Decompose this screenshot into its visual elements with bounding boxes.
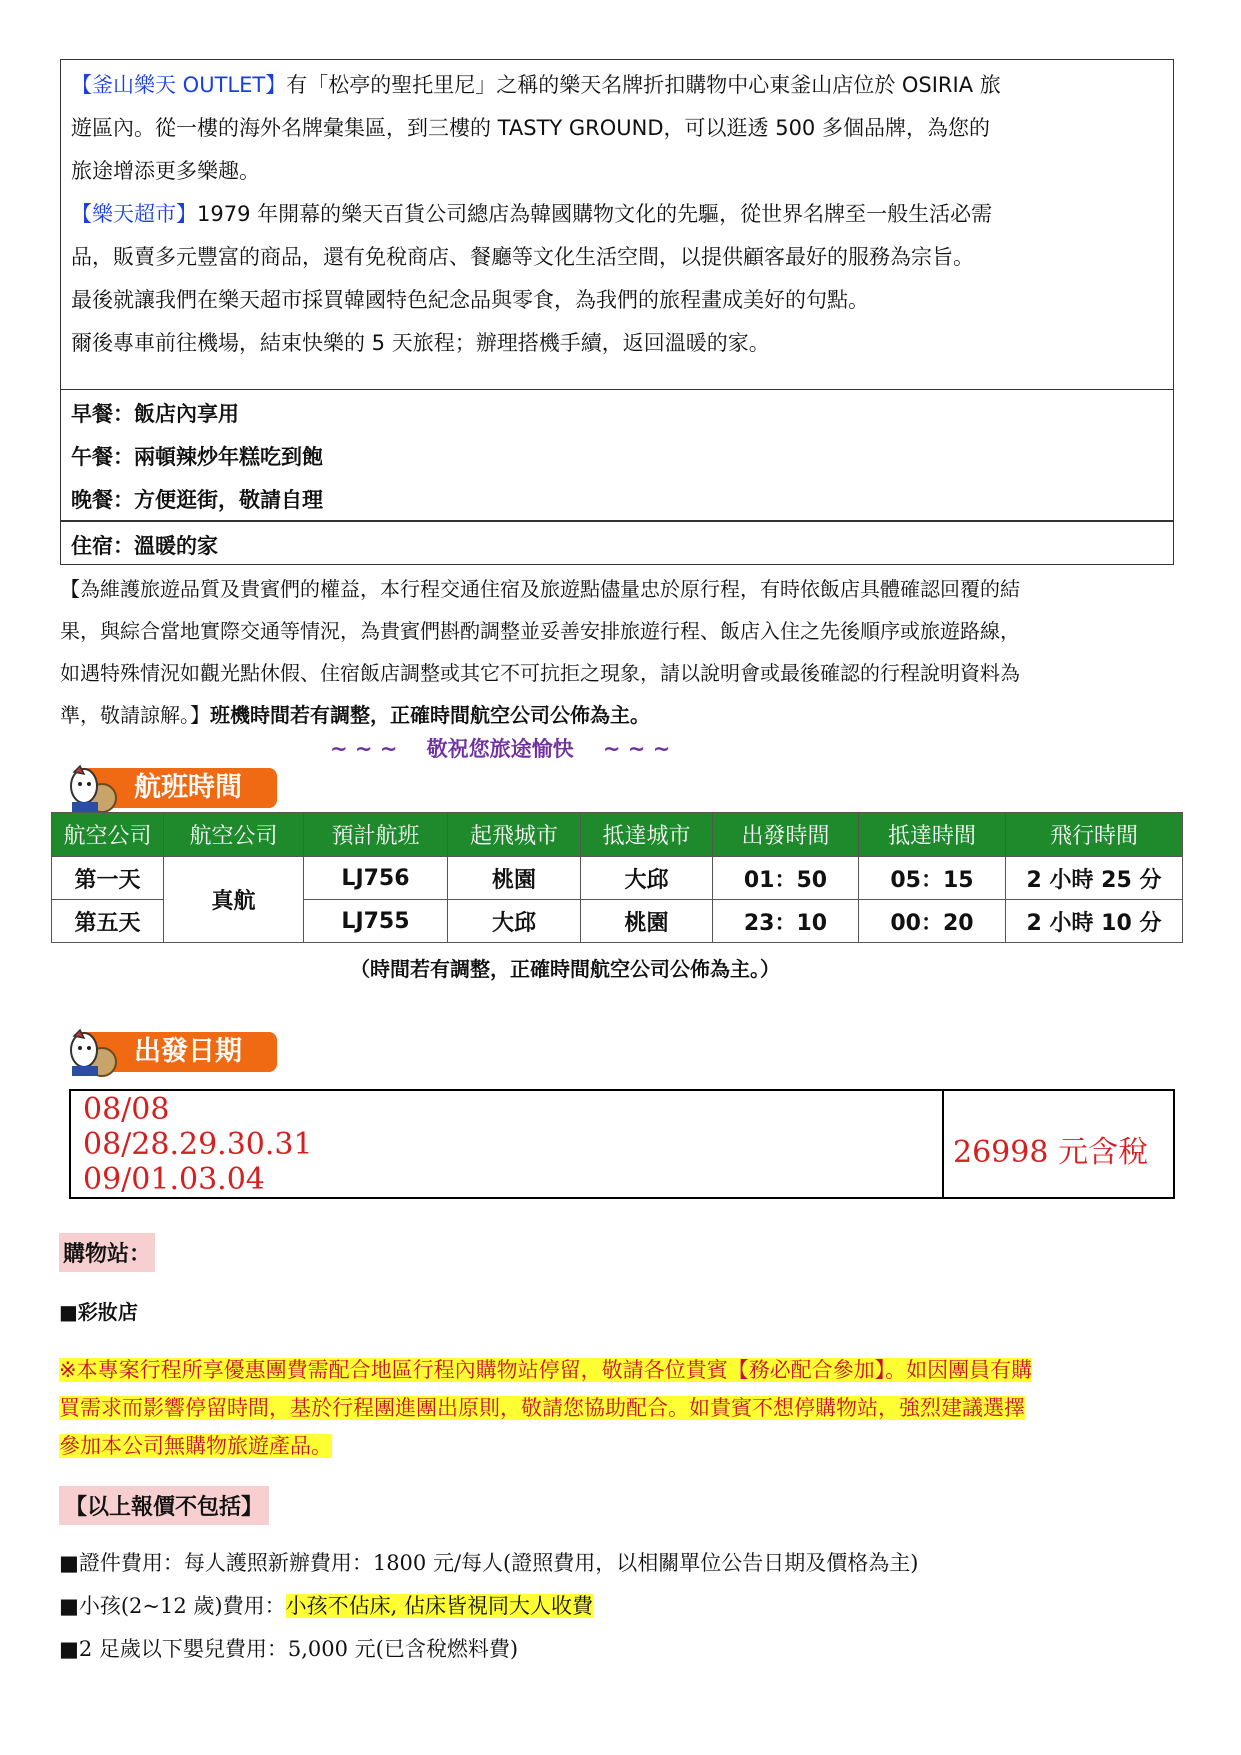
flight-table-header [52,813,1183,857]
dinner: 晚餐：方便逛街，敬請自理 [71,488,323,512]
busan-title: 【釜山樂天 OUTLET】 [71,73,287,97]
departure-date: 08/08 [83,1092,170,1127]
lunch: 午餐：兩頓辣炒年糕吃到飽 [71,445,323,469]
duration-cell: 2 小時 10 分 [1006,900,1183,943]
to-cell: 桃園 [581,900,713,943]
day-cell: 第一天 [52,857,164,900]
wish-text: ~ ~ ~ 敬祝您旅途愉快 ~ ~ ~ [330,737,671,761]
child-highlight: 小孩不佔床, 佔床皆視同大人收費 [285,1594,593,1618]
mart-line-3: 最後就讓我們在樂天超市採買韓國特色紀念品與零食，為我們的旅程畫成美好的句點。 [71,288,869,312]
flight-table [51,812,1183,943]
shopping-item: ■彩妝店 [59,1300,138,1324]
to-cell: 大邱 [581,857,713,900]
shopping-note-line-1: ※本專案行程所享優惠團費需配合地區行程內購物站停留，敬請各位貴賓【務必配合參加】。如因團員有購 [59,1358,1033,1382]
mart-line-2: 品，販賣多元豐富的商品，還有免稅商店、餐廳等文化生活空間，以提供顧客最好的服務為宗旨。 [71,245,974,269]
hotel: 住宿：溫暖的家 [71,534,218,558]
notice-bold: 班機時間若有調整，正確時間航空公司公佈為主。 [210,703,650,727]
mart-line-1: 【樂天超市】1979 年開幕的樂天百貨公司總店為韓國購物文化的先驅，從世界名牌至一般生活必需 [71,202,993,226]
departure-dates [71,1091,944,1197]
departure-price: 26998 元含稅 [953,1135,1148,1170]
col-header: 航空公司 [164,813,304,857]
hotel-box [60,521,1174,565]
exclusions-label: 【以上報價不包括】 [59,1486,269,1525]
exclusion-infant: ■2 足歲以下嬰兒費用：5,000 元(已含稅燃料費) [59,1637,519,1661]
meals-box [60,390,1174,521]
col-header: 抵達時間 [859,813,1006,857]
busan-line-3: 旅途增添更多樂趣。 [71,159,260,183]
col-header: 抵達城市 [581,813,713,857]
shopping-note-line-3: 參加本公司無購物旅遊產品。 [59,1434,332,1458]
departure-date: 09/01.03.04 [83,1162,265,1197]
arr-cell: 00：20 [859,900,1006,943]
flight-section-title: 航班時間 [82,768,277,808]
flight-cell: LJ756 [304,857,448,900]
notice-line-1: 【為維護旅遊品質及貴賓們的權益，本行程交通住宿及旅遊點儘量忠於原行程，有時依飯店具體確認回覆的結 [60,577,1020,601]
flight-note: （時間若有調整，正確時間航空公司公佈為主。） [350,957,780,981]
col-header: 飛行時間 [1006,813,1183,857]
arr-cell: 05：15 [859,857,1006,900]
table-row [52,857,1183,900]
notice-line-4: 準，敬請諒解。】班機時間若有調整，正確時間航空公司公佈為主。 [60,703,650,727]
mart-title: 【樂天超市】 [71,202,197,226]
flight-section-badge [62,764,292,814]
departure-section-title: 出發日期 [82,1032,277,1072]
dep-cell: 01：50 [713,857,859,900]
busan-line-2: 遊區內。從一樓的海外名牌彙集區，到三樓的 TASTY GROUND，可以逛透 500 多個品牌，為您的 [71,116,990,140]
departure-date: 08/28.29.30.31 [83,1127,313,1162]
shopping-label: 購物站： [59,1233,155,1272]
notice-line-2: 果，與綜合當地實際交通等情況，為貴賓們斟酌調整並妥善安排旅遊行程、飯店入住之先後順序或旅遊路線， [60,619,1020,643]
dep-cell: 23：10 [713,900,859,943]
departure-section-badge [62,1028,292,1078]
col-header: 起飛城市 [448,813,581,857]
notice-line-3: 如遇特殊情況如觀光點休假、住宿飯店調整或其它不可抗拒之現象，請以說明會或最後確認的行程說明資料為 [60,661,1020,685]
breakfast: 早餐：飯店內享用 [71,402,239,426]
horse-mascot-icon [62,764,118,814]
airline-cell: 真航 [164,857,304,943]
horse-mascot-icon [62,1028,118,1078]
day-cell: 第五天 [52,900,164,943]
exclusion-passport: ■證件費用：每人護照新辦費用：1800 元/每人(證照費用，以相關單位公告日期及價格為主) [59,1551,919,1575]
itinerary-box [60,59,1174,390]
busan-line-1: 【釜山樂天 OUTLET】有「松亭的聖托里尼」之稱的樂天名牌折扣購物中心東釜山店位於 OSIRIA 旅 [71,73,1001,97]
from-cell: 桃園 [448,857,581,900]
col-header: 預計航班 [304,813,448,857]
duration-cell: 2 小時 25 分 [1006,857,1183,900]
col-header: 出發時間 [713,813,859,857]
exclusion-child: ■小孩(2~12 歲)費用：小孩不佔床, 佔床皆視同大人收費 [59,1594,593,1618]
end-line: 爾後專車前往機場，結束快樂的 5 天旅程；辦理搭機手續，返回溫暖的家。 [71,331,770,355]
col-header: 航空公司 [52,813,164,857]
departure-box [69,1089,1175,1199]
shopping-note-line-2: 買需求而影響停留時間，基於行程團進團出原則，敬請您協助配合。如貴賓不想停購物站，強烈建議選擇 [59,1396,1025,1420]
flight-cell: LJ755 [304,900,448,943]
from-cell: 大邱 [448,900,581,943]
